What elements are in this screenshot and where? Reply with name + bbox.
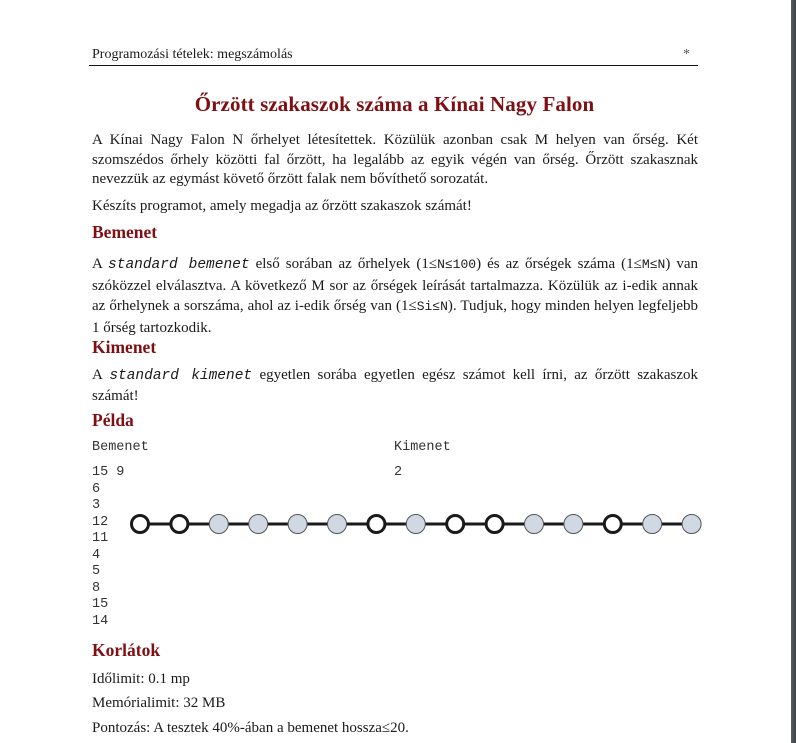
intro-paragraph: A Kínai Nagy Falon N őrhelyet létesítettek. Közülük azonban csak M helyen van őrség. Két szomszédos őrhely közötti fal őrzött, ha legalább az egyik végén van őrség. Őrzött szakasznak nevezzük az egymást követő őrzött falak nem bővíthető sorozatát. (92, 132, 698, 187)
unguarded-post-node (486, 516, 503, 533)
time-limit: Időlimit: 0.1 mp (92, 671, 190, 687)
example-input-line: 3 (92, 498, 101, 513)
guarded-post-node (288, 515, 307, 534)
viewer-edge (791, 0, 796, 743)
scoring-note: Pontozás: A tesztek 40%-ában a bemenet hossza≤20. (92, 720, 409, 736)
example-input-line: 5 (92, 564, 101, 579)
text: első sorában az őrhelyek (1≤ (249, 256, 438, 272)
input-heading: Bemenet (92, 222, 158, 242)
s-constraint: Si≤N (416, 299, 448, 314)
example-input-line: 12 (92, 514, 109, 530)
memory-limit: Memórialimit: 32 MB (92, 695, 226, 711)
guarded-post-node (525, 515, 544, 534)
example-heading: Példa (92, 410, 134, 430)
unguarded-post-node (368, 516, 385, 533)
standard-output-term: standard kimenet (109, 368, 253, 384)
guarded-post-node (643, 515, 662, 534)
m-constraint: M≤N (641, 257, 666, 272)
running-header-marker: * (683, 47, 690, 62)
example-input-line: 8 (92, 580, 101, 596)
example-output-block (394, 465, 402, 482)
guarded-post-node (564, 515, 583, 534)
input-paragraph (92, 254, 698, 338)
text: ) és az őrségek száma (1≤ (476, 256, 642, 272)
example-input-line: 11 (92, 531, 109, 546)
unguarded-post-node (171, 516, 188, 533)
output-paragraph (92, 366, 698, 406)
text: egyetlen sorába egyetlen egész számot kell írni, az őrzött szakaszok számát! (92, 367, 698, 404)
example-input-line: 6 (92, 481, 101, 497)
wall-diagram-svg (125, 510, 710, 540)
output-heading: Kimenet (92, 337, 157, 357)
example-input-line: 15 (92, 597, 109, 612)
example-input-label: Bemenet (92, 440, 149, 455)
wall-diagram (125, 510, 710, 540)
running-header (91, 47, 698, 65)
header-rule (89, 65, 698, 66)
text: A (92, 367, 110, 383)
example-output-line: 2 (394, 465, 403, 480)
standard-input-term: standard bemenet (108, 257, 250, 273)
unguarded-post-node (447, 516, 464, 533)
guarded-post-node (406, 515, 425, 534)
page-title: Őrzött szakaszok száma a Kínai Nagy Falon (194, 92, 595, 116)
unguarded-post-node (604, 516, 621, 533)
n-constraint: N≤100 (437, 257, 477, 272)
guarded-post-node (328, 515, 347, 534)
guarded-post-node (682, 515, 701, 534)
text: ) van szóközzel elválasztva. A következő M sor az őrségek leírását tartalmazza. Közülük az i-edik annak az őrhelynek a sorszáma, ahol az i-edik őrség van (1≤ (92, 256, 698, 314)
guarded-post-node (209, 515, 228, 534)
example-input-line: 14 (92, 613, 109, 629)
text: ). Tudjuk, hogy minden helyen legfeljebb 1 őrség tartozkodik. (92, 298, 698, 336)
running-header-title: Programozási tételek: megszámolás (92, 47, 293, 62)
guarded-post-node (249, 515, 268, 534)
task-paragraph: Készíts programot, amely megadja az őrzött szakaszok számát! (92, 198, 472, 214)
example-output-label: Kimenet (394, 440, 451, 455)
example-input-block (92, 465, 124, 630)
unguarded-post-node (132, 516, 149, 533)
example-input-line: 15 9 (92, 465, 125, 480)
text: A (92, 256, 109, 272)
limits-heading: Korlátok (92, 640, 161, 660)
example-input-line: 4 (92, 547, 101, 563)
